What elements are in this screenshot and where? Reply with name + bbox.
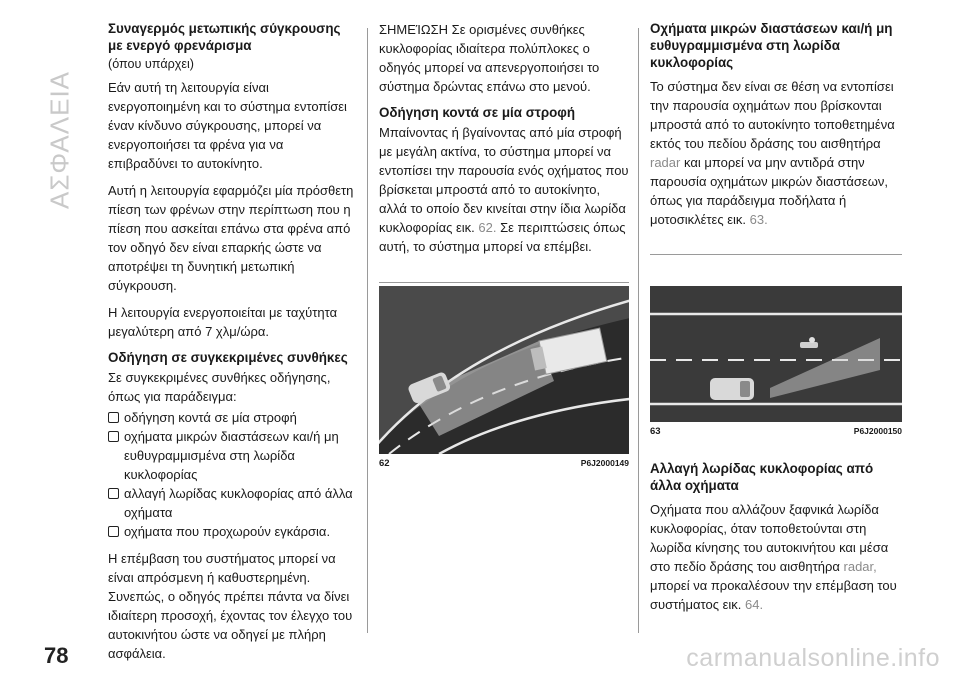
figure-62-caption xyxy=(379,454,629,469)
figure-63-image xyxy=(650,286,902,422)
bullet-item: οχήματα που προχωρούν εγκάρσια. xyxy=(108,522,356,541)
figure-63 xyxy=(650,286,902,437)
figure-number: 62 xyxy=(379,458,390,469)
figure-reference[interactable]: 62. xyxy=(478,220,497,235)
heading-driving-conditions: Οδήγηση σε συγκεκριμένες συνθήκες xyxy=(108,350,348,365)
bullet-item: αλλαγή λωρίδας κυκλοφορίας από άλλα οχήματα xyxy=(108,484,356,522)
figure-top-rule xyxy=(379,282,629,283)
section-tab xyxy=(40,50,80,230)
figure-reference[interactable]: 64. xyxy=(745,597,764,612)
paragraph: Η επέμβαση του συστήματος μπορεί να είναι απρόσμενη ή καθυστερημένη. Συνεπώς, ο οδηγός πρέπει πάντα να δίνει ιδιαίτερη προσοχή, έχοντας τον έλεγχο του αυτοκινήτου ώστε να οδηγεί με πλήρη ασφάλεια. xyxy=(108,551,353,661)
heading-small-vehicles: Οχήματα μικρών διαστάσεων και/ή μη ευθυγραμμισμένα στη λωρίδα κυκλοφορίας xyxy=(650,21,893,70)
figure-63-caption xyxy=(650,422,902,437)
term-radar: radar, xyxy=(843,559,877,574)
paragraph: Η λειτουργία ενεργοποιείται με ταχύτητα μεγαλύτερη από 7 χλμ/ώρα. xyxy=(108,305,338,339)
straight-road-illustration xyxy=(650,286,902,422)
paragraph: Αυτή η λειτουργία εφαρμόζει μία πρόσθετη πίεση των φρένων στην περίπτωση που η πίεση που ασκείται επάνω στα φρένα από τον οδηγό δεν είναι επαρκής ώστε να αποτρέψει τη δυνητική μετωπική σύγκρουση. xyxy=(108,183,354,293)
paragraph: Το σύστημα δεν είναι σε θέση να εντοπίσει την παρουσία οχημάτων που βρίσκονται μπροστά από το αυτοκίνητο τοποθετημένα εκτός του πεδίου δράσης του αισθητήρα radar και μπορεί να μην αντιδρά στην παρουσία οχημάτων μικρών διαστάσεων, όπως για παράδειγμα ποδήλατα ή μοτοσικλέτες εικ. 63. xyxy=(650,79,895,227)
figure-62-image xyxy=(379,286,629,454)
figure-code: P6J2000149 xyxy=(580,458,629,468)
watermark: carmanualsonline.info xyxy=(686,644,940,672)
paragraph: Εάν αυτή τη λειτουργία είναι ενεργοποιημένη και το σύστημα εντοπίσει έναν κίνδυνο σύγκρουσης, μπορεί να ενεργοποιήσει τα φρένα για να επιβραδύνει το αυτοκίνητο. xyxy=(108,80,347,171)
heading-subnote: (όπου υπάρχει) xyxy=(108,57,194,71)
figure-code: P6J2000150 xyxy=(853,426,902,436)
figure-62 xyxy=(379,286,629,469)
bullet-item: οδήγηση κοντά σε μία στροφή xyxy=(108,408,356,427)
column-1 xyxy=(108,20,356,671)
page-number: 78 xyxy=(44,643,69,668)
paragraph: Σε συγκεκριμένες συνθήκες οδήγησης, όπως για παράδειγμα: xyxy=(108,370,331,404)
note-paragraph: ΣΗΜΕΊΩΣΗ Σε ορισμένες συνθήκες κυκλοφορίας ιδιαίτερα πολύπλοκες ο οδηγός μπορεί να απενεργοποιήσει το σύστημα δρώντας επάνω στο μενού. xyxy=(379,22,600,94)
checkbox-bullet-icon xyxy=(108,412,119,423)
heading-lane-change: Αλλαγή λωρίδας κυκλοφορίας από άλλα οχήματα xyxy=(650,461,874,493)
heading-forward-collision: Συναγερμός μετωπικής σύγκρουσης με ενεργό φρενάρισμα xyxy=(108,21,341,53)
heading-near-curve: Οδήγηση κοντά σε μία στροφή xyxy=(379,105,576,120)
checkbox-bullet-icon xyxy=(108,431,119,442)
column-2 xyxy=(379,20,629,264)
bullet-item: οχήματα μικρών διαστάσεων και/ή μη ευθυγραμμισμένα στη λωρίδα κυκλοφορίας xyxy=(108,427,356,484)
checkbox-bullet-icon xyxy=(108,488,119,499)
curve-road-illustration xyxy=(379,286,629,454)
section-tab-label: ΑΣΦΑΛΕΙΑ xyxy=(44,70,75,210)
figure-number: 63 xyxy=(650,426,661,437)
column-divider xyxy=(638,28,639,633)
term-radar: radar xyxy=(650,155,681,170)
figure-reference[interactable]: 63. xyxy=(749,212,768,227)
figure-top-rule xyxy=(650,254,902,255)
column-3-lower xyxy=(650,460,902,622)
column-divider xyxy=(367,28,368,633)
column-3 xyxy=(650,20,902,237)
paragraph: Οχήματα που αλλάζουν ξαφνικά λωρίδα κυκλοφορίας, όταν τοποθετούνται στη λωρίδα κίνησης του αυτοκινήτου και μέσα στο πεδίο δράσης του αισθητήρα radar, μπορεί να προκαλέσουν την επέμβαση του συστήματος εικ. 64. xyxy=(650,502,897,612)
checkbox-bullet-icon xyxy=(108,526,119,537)
paragraph: Μπαίνοντας ή βγαίνοντας από μία στροφή με μεγάλη ακτίνα, το σύστημα μπορεί να εντοπίσει την παρουσία ενός οχήματος που βρίσκεται μπροστά από το αυτοκίνητο, αλλά το οποίο δεν κινείται στην ίδια λωρίδα κυκλοφορίας εικ. 62. Σε περιπτώσεις όπως αυτή, το σύστημα μπορεί να επέμβει. xyxy=(379,125,629,254)
